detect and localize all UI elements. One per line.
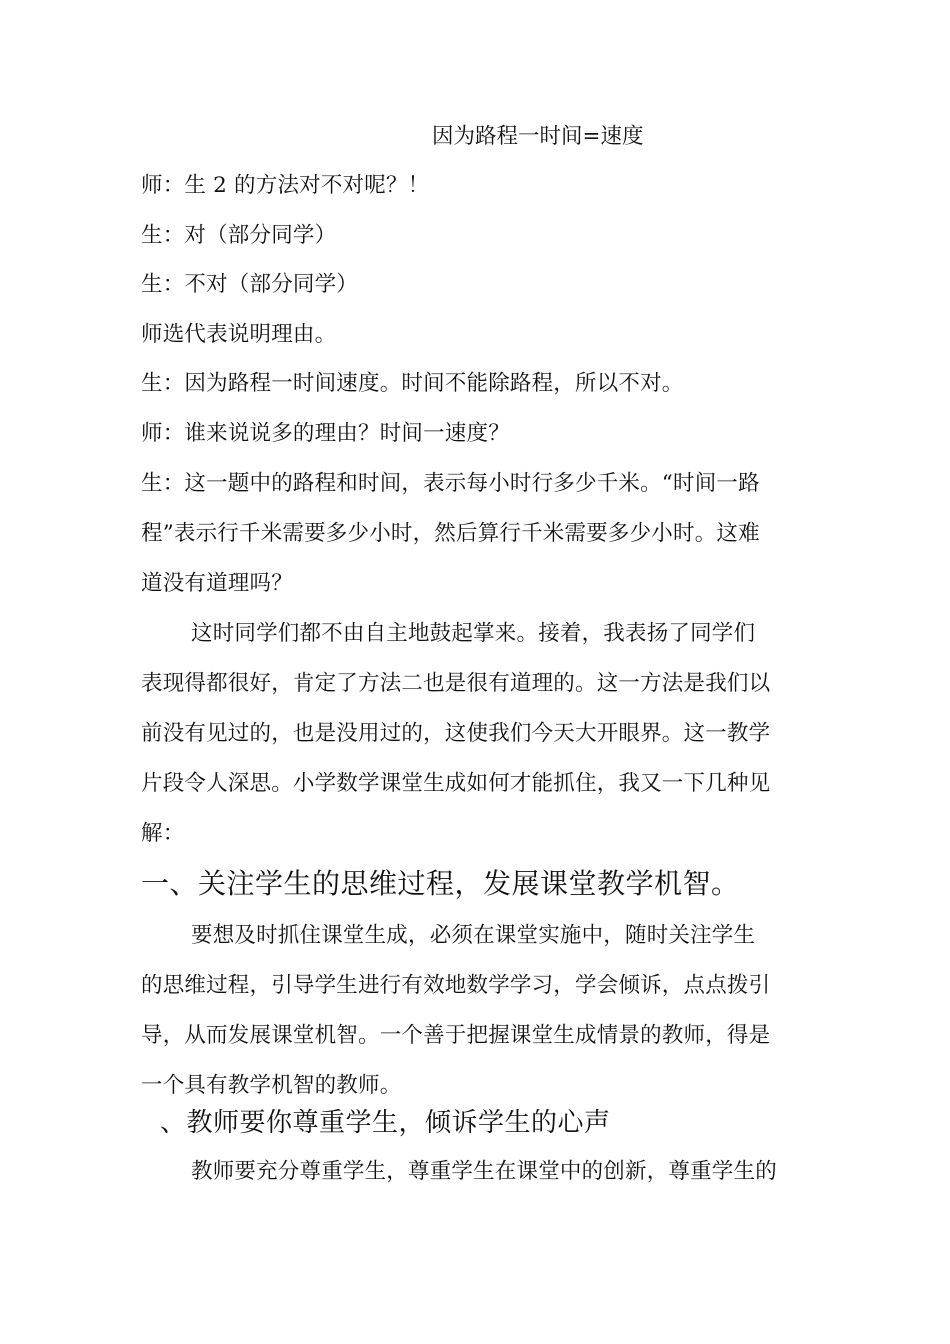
paragraph-line: 的思维过程，引导学生进行有效地数学学习，学会倾诉，点点拨引 <box>141 973 771 998</box>
section-heading-2: 、教师要你尊重学生，倾诉学生的心声 <box>160 1108 611 1138</box>
paragraph-line: 一个具有教学机智的教师。 <box>141 1073 402 1098</box>
paragraph-line: 表现得都很好，肯定了方法二也是很有道理的。这一方法是我们以 <box>141 671 771 696</box>
dialogue-line: 生：不对（部分同学） <box>141 272 359 297</box>
section-heading-1: 一、关注学生的思维过程，发展课堂教学机智。 <box>141 867 740 900</box>
dialogue-line: 师：谁来说说多的理由？时间一速度？ <box>141 421 510 446</box>
paragraph-line: 解： <box>141 821 185 846</box>
dialogue-line: 生：因为路程一时间速度。时间不能除路程，所以不对。 <box>141 371 684 396</box>
dialogue-line: 生：这一题中的路程和时间，表示每小时行多少千米。“时间一路 <box>141 471 760 496</box>
dialogue-line: 师选代表说明理由。 <box>141 322 337 347</box>
paragraph-line: 片段令人深思。小学数学课堂生成如何才能抓住，我又一下几种见 <box>141 771 771 796</box>
formula-line: 因为路程一时间=速度 <box>432 124 644 149</box>
dialogue-line: 程”表示行千米需要多少小时，然后算行千米需要多少小时。这难 <box>141 521 760 546</box>
paragraph-line: 这时同学们都不由自主地鼓起掌来。接着，我表扬了同学们 <box>191 621 756 646</box>
dialogue-line: 道没有道理吗？ <box>141 571 293 596</box>
dialogue-line: 生：对（部分同学） <box>141 223 337 248</box>
paragraph-line: 教师要充分尊重学生，尊重学生在课堂中的创新，尊重学生的 <box>191 1159 777 1184</box>
paragraph-line: 导，从而发展课堂机智。一个善于把握课堂生成情景的教师，得是 <box>141 1023 771 1048</box>
dialogue-line: 师：生 2 的方法对不对呢？！ <box>141 173 430 198</box>
paragraph-line: 前没有见过的，也是没用过的，这使我们今天大开眼界。这一教学 <box>141 721 771 746</box>
paragraph-line: 要想及时抓住课堂生成，必须在课堂实施中，随时关注学生 <box>191 923 756 948</box>
